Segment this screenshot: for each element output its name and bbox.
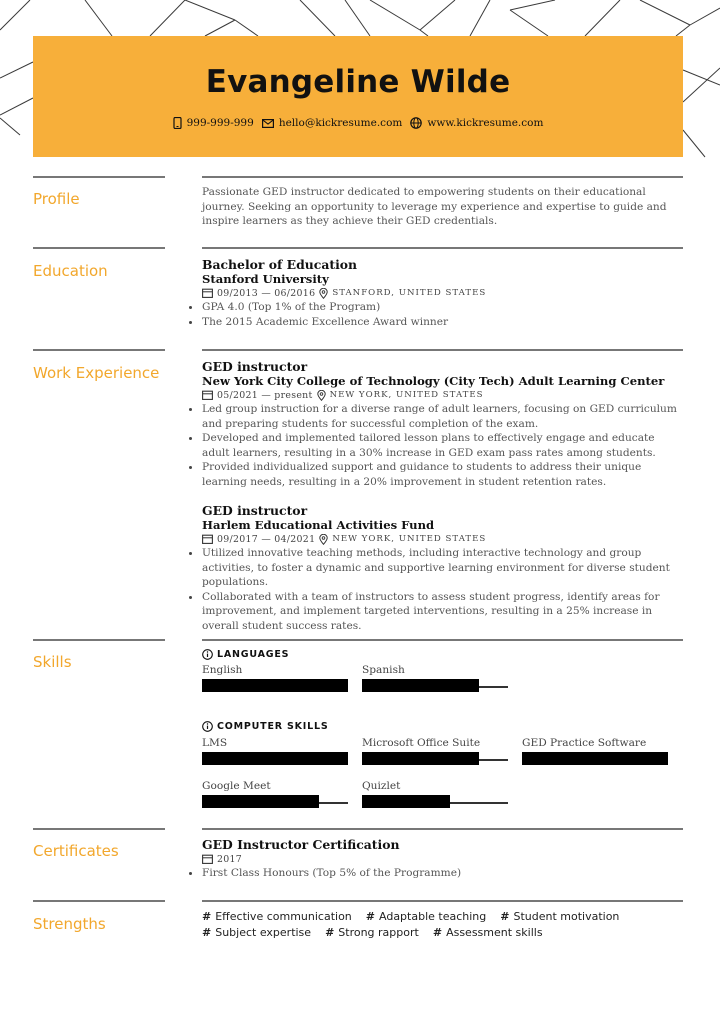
skill-item: [362, 664, 508, 692]
candidate-name: Evangeline Wilde: [205, 64, 511, 100]
section-title-education: Education: [33, 262, 108, 280]
skill-level-bar: [362, 752, 508, 765]
degree: Bachelor of Education: [202, 257, 358, 272]
website-text: www.kickresume.com: [427, 117, 544, 129]
strengths-row: [202, 909, 683, 925]
education-bullets: [202, 300, 683, 329]
skill-name: GED Practice Software: [522, 737, 647, 749]
work-entry: [202, 504, 683, 633]
section-rule: [33, 349, 165, 351]
work-dates: 09/2017 — 04/2021: [217, 533, 316, 545]
work-location: NEW YORK, UNITED STATES: [329, 390, 484, 400]
contact-phone[interactable]: [173, 117, 254, 129]
strengths-row: [202, 925, 683, 941]
work-meta: [202, 532, 683, 546]
work-location: NEW YORK, UNITED STATES: [332, 534, 487, 544]
skill-item: [202, 780, 348, 808]
header-banner: [33, 36, 683, 157]
location-pin-icon: [319, 534, 328, 545]
section-title-strengths: Strengths: [33, 915, 106, 933]
job-title: GED instructor: [202, 503, 308, 518]
location-pin-icon: [317, 390, 326, 401]
section-rule: [202, 639, 683, 641]
skill-level-bar: [362, 679, 508, 692]
info-icon: [202, 649, 213, 660]
section-title-work: Work Experience: [33, 364, 160, 382]
skill-name: Microsoft Office Suite: [362, 737, 481, 749]
certificate-title: GED Instructor Certification: [202, 837, 400, 852]
section-rule: [202, 176, 683, 178]
work-entry: [202, 360, 683, 489]
work-dates: 05/2021 — present: [217, 389, 313, 401]
skill-name: English: [202, 664, 243, 676]
education-entry: [202, 258, 683, 329]
employer: Harlem Educational Activities Fund: [202, 518, 435, 532]
skill-item: [522, 737, 668, 765]
work-meta: [202, 388, 683, 402]
globe-icon: [410, 117, 422, 129]
list-item: Developed and implemented tailored lesson plans to effectively engage and educate adult learners, resulting in a 30% increase in GED exam pass rates among students.: [202, 431, 683, 460]
section-title-certificates: Certificates: [33, 842, 119, 860]
certificate-year: 2017: [217, 853, 243, 865]
job-title: GED instructor: [202, 359, 308, 374]
certificate-bullets: [202, 866, 683, 881]
section-title-skills: Skills: [33, 653, 72, 671]
skill-level-bar: [522, 752, 668, 765]
profile-summary: [202, 185, 683, 229]
skill-level-bar: [202, 795, 348, 808]
location-pin-icon: [319, 288, 328, 299]
skills-computer-heading: [202, 721, 683, 732]
calendar-icon: [202, 534, 213, 544]
skill-name: Google Meet: [202, 780, 271, 792]
skill-name: LMS: [202, 737, 228, 749]
education-dates: 09/2013 — 06/2016: [217, 287, 316, 299]
certificate-meta: [202, 852, 683, 866]
skill-name: Quizlet: [362, 780, 401, 792]
calendar-icon: [202, 390, 213, 400]
strengths-list: [202, 909, 683, 941]
email-text: hello@kickresume.com: [278, 117, 403, 129]
skill-item: [202, 737, 348, 765]
skill-name: Spanish: [362, 664, 405, 676]
certificate-entry: [202, 838, 683, 881]
list-item: First Class Honours (Top 5% of the Programme): [202, 866, 683, 881]
list-item: The 2015 Academic Excellence Award winner: [202, 315, 683, 330]
education-location: STANFORD, UNITED STATES: [332, 288, 487, 298]
calendar-icon: [202, 288, 213, 298]
phone-icon: [173, 117, 182, 129]
school: Stanford University: [202, 272, 329, 286]
strength-tag: # Student motivation: [500, 910, 620, 923]
work-bullets: [202, 402, 683, 489]
section-rule: [202, 900, 683, 902]
mail-icon: [262, 119, 274, 128]
skill-level-bar: [202, 679, 348, 692]
section-rule: [202, 828, 683, 830]
section-rule: [202, 349, 683, 351]
skill-item: [362, 780, 508, 808]
section-rule: [33, 176, 165, 178]
section-rule: [33, 247, 165, 249]
work-bullets: [202, 546, 683, 633]
section-title-profile: Profile: [33, 190, 80, 208]
info-icon: [202, 721, 213, 732]
section-rule: [33, 639, 165, 641]
skills-languages-heading: [202, 649, 683, 660]
strength-tag: # Strong rapport: [325, 926, 419, 939]
employer: New York City College of Technology (City Tech) Adult Learning Center: [202, 374, 665, 388]
contact-bar: [33, 117, 683, 129]
list-item: GPA 4.0 (Top 1% of the Program): [202, 300, 683, 315]
list-item: Collaborated with a team of instructors to assess student progress, identify areas for improvement, and implement targeted interventions, resulting in a 25% increase in overall student success rates.: [202, 590, 683, 634]
calendar-icon: [202, 854, 213, 864]
section-rule: [33, 900, 165, 902]
strength-tag: # Adaptable teaching: [365, 910, 487, 923]
computer-skills-title: COMPUTER SKILLS: [217, 721, 329, 732]
skill-level-bar: [202, 752, 348, 765]
skill-item: [362, 737, 508, 765]
contact-website[interactable]: [410, 117, 543, 129]
skill-level-bar: [362, 795, 508, 808]
section-rule: [202, 247, 683, 249]
section-rule: [33, 828, 165, 830]
languages-title: LANGUAGES: [217, 649, 290, 660]
phone-text: 999-999-999: [186, 117, 254, 129]
strength-tag: # Subject expertise: [202, 926, 312, 939]
contact-email[interactable]: [262, 117, 403, 129]
list-item: Utilized innovative teaching methods, including interactive technology and group activities, to foster a dynamic and supportive learning environment for diverse student populations.: [202, 546, 683, 590]
profile-text: Passionate GED instructor dedicated to empowering students on their educational journey. Seeking an opportunity to leverage my experience and expertise to guide and inspire learners as they achieve their GED credentials.: [202, 186, 667, 227]
strength-tag: # Assessment skills: [432, 926, 543, 939]
skill-item: [202, 664, 348, 692]
list-item: Led group instruction for a diverse range of adult learners, focusing on GED curriculum and preparing students for successful completion of the exam.: [202, 402, 683, 431]
list-item: Provided individualized support and guidance to students to address their unique learning needs, resulting in a 20% improvement in student retention rates.: [202, 460, 683, 489]
education-meta: [202, 286, 683, 300]
strength-tag: # Effective communication: [202, 910, 352, 923]
